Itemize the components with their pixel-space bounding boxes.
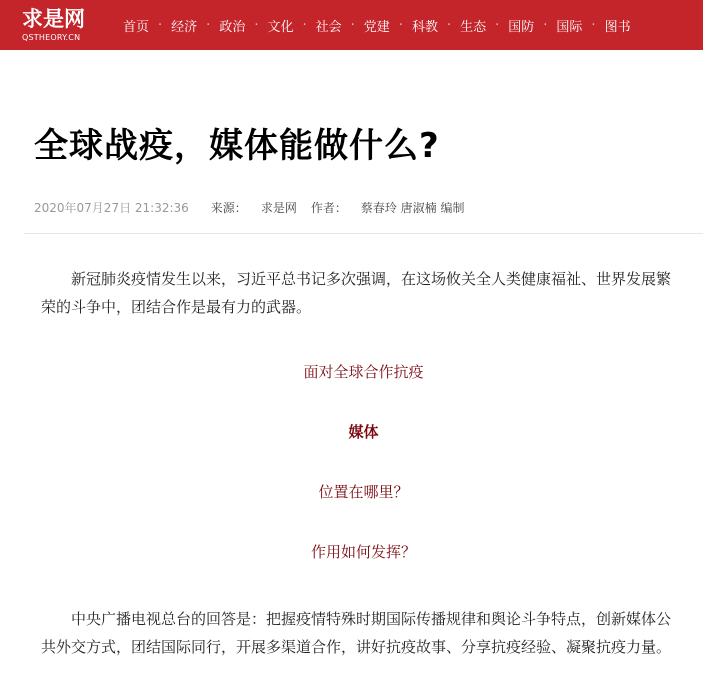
publish-date: 2020年07月27日 21:32:36 — [34, 201, 189, 215]
paragraph-intro: 新冠肺炎疫情发生以来，习近平总书记多次强调，在这场攸关全人类健康福祉、世界发展繁荣的斗争中，团结合作是最有力的武器。 — [41, 270, 672, 316]
logo-text: 求是网 — [22, 6, 85, 31]
nav-item-9[interactable]: 国际 — [556, 19, 583, 35]
article-meta — [34, 199, 464, 216]
top-navbar — [0, 0, 703, 50]
highlight-line-4: 作用如何发挥？ — [310, 543, 416, 561]
nav-separator: · — [302, 17, 307, 33]
nav-separator: · — [254, 17, 259, 33]
author-label: 作者： — [310, 201, 347, 215]
highlight-line-1: 面对全球合作抗疫 — [303, 363, 424, 381]
nav-separator: · — [398, 17, 403, 33]
main-nav — [123, 0, 631, 50]
nav-separator: · — [158, 17, 163, 33]
source-label: 来源： — [210, 201, 247, 215]
nav-item-6[interactable]: 科教 — [411, 19, 438, 35]
site-logo[interactable] — [22, 4, 102, 46]
nav-item-8[interactable]: 国防 — [508, 19, 535, 35]
nav-item-3[interactable]: 文化 — [267, 19, 294, 35]
author-value: 蔡春玲 唐淑楠 编制 — [360, 201, 465, 215]
nav-separator: · — [495, 17, 500, 33]
nav-item-2[interactable]: 政治 — [219, 19, 246, 35]
nav-separator: · — [543, 17, 548, 33]
nav-separator: · — [350, 17, 355, 33]
source-value: 求是网 — [260, 201, 297, 215]
logo-subtitle: QSTHEORY.CN — [22, 32, 81, 42]
paragraph-answer: 中央广播电视总台的回答是：把握疫情特殊时期国际传播规律和舆论斗争特点，创新媒体公共外交方式，团结国际同行，开展多渠道合作，讲好抗疫故事、分享抗疫经验、凝聚抗疫力量。 — [41, 610, 672, 656]
highlight-line-2: 媒体 — [348, 423, 379, 441]
divider — [24, 233, 703, 234]
nav-item-10[interactable]: 图书 — [604, 19, 631, 35]
nav-item-1[interactable]: 经济 — [171, 19, 198, 35]
nav-separator: · — [591, 17, 596, 33]
article-title: 全球战疫，媒体能做什么? — [34, 126, 440, 166]
nav-separator: · — [206, 17, 211, 33]
nav-separator: · — [446, 17, 452, 33]
nav-item-5[interactable]: 党建 — [363, 19, 390, 35]
nav-item-7[interactable]: 生态 — [460, 19, 487, 35]
nav-item-4[interactable]: 社会 — [315, 19, 342, 35]
highlight-line-3: 位置在哪里？ — [318, 483, 409, 501]
nav-item-0[interactable]: 首页 — [123, 19, 150, 35]
